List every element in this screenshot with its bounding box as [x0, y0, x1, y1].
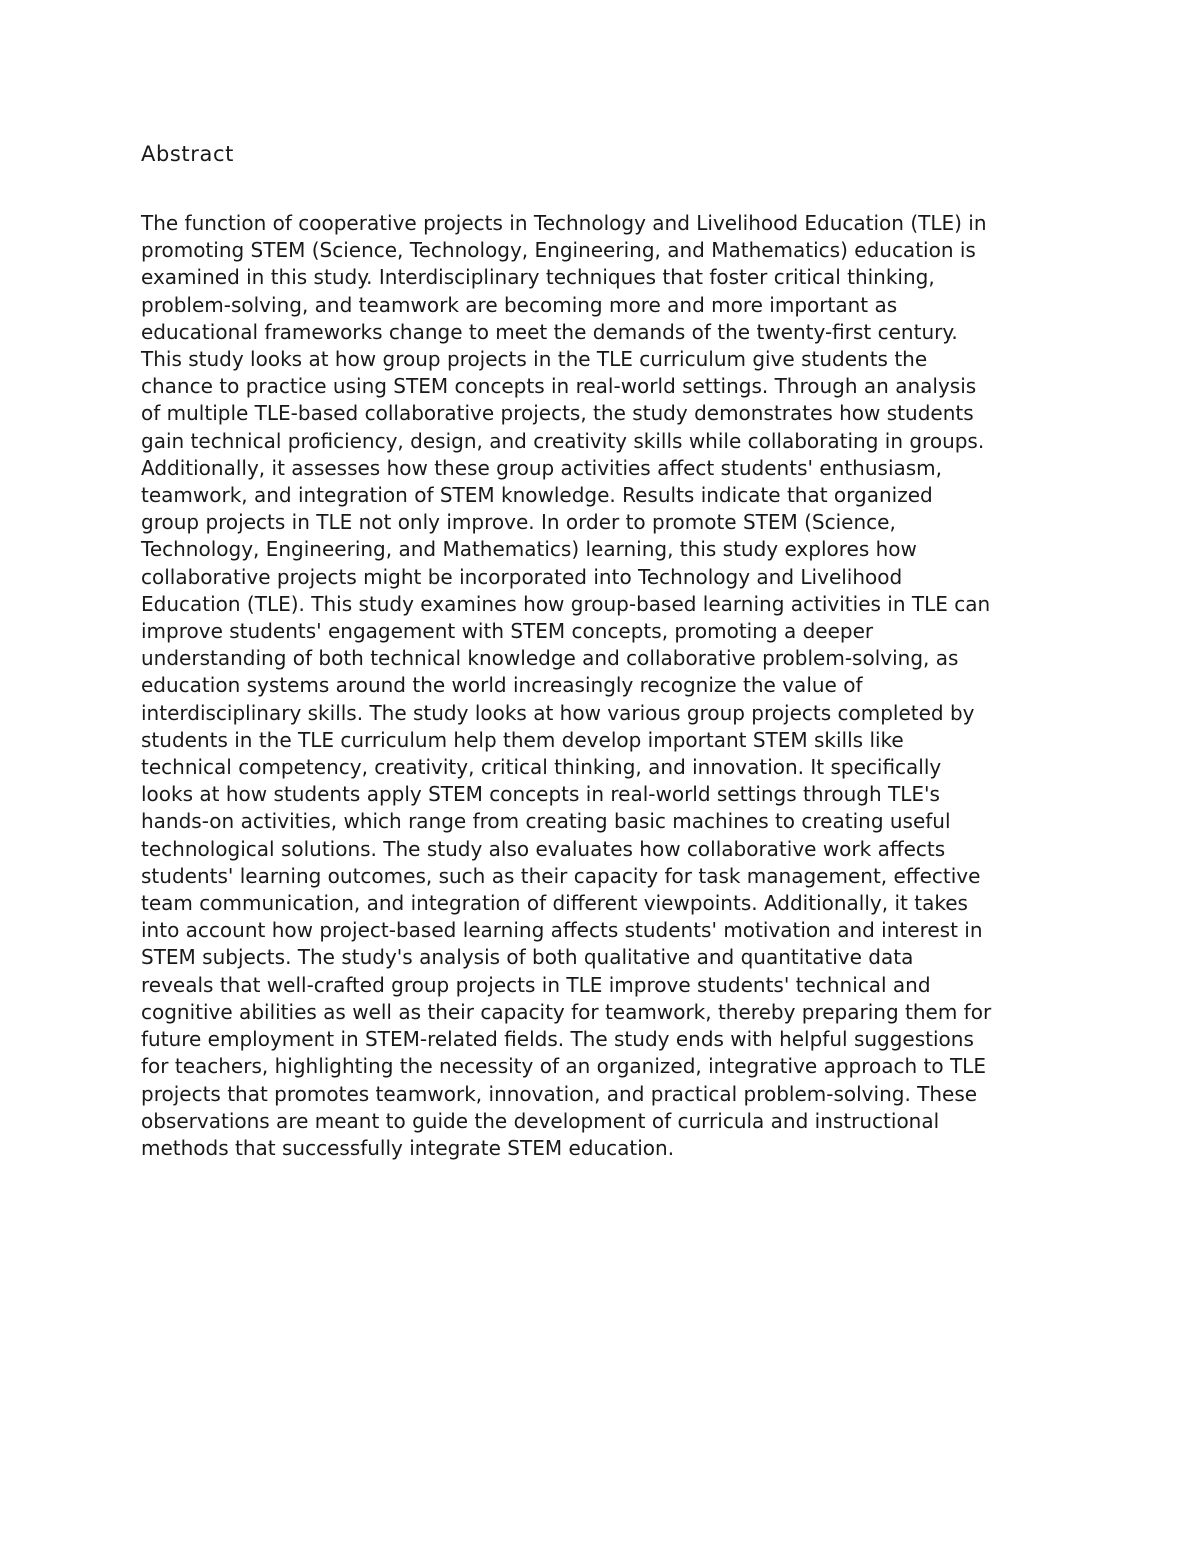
abstract-line: future employment in STEM-related fields. The study ends with helpful suggestions — [141, 1027, 974, 1052]
abstract-line: looks at how students apply STEM concepts in real-world settings through TLE's — [141, 782, 940, 807]
abstract-line: STEM subjects. The study's analysis of both qualitative and quantitative data — [141, 945, 914, 970]
abstract-line: Education (TLE). This study examines how group-based learning activities in TLE can — [141, 591, 991, 616]
abstract-line: for teachers, highlighting the necessity of an organized, integrative approach to TLE — [141, 1054, 986, 1079]
abstract-body — [141, 210, 1081, 1162]
abstract-line: projects that promotes teamwork, innovation, and practical problem-solving. These — [141, 1081, 978, 1106]
abstract-heading: Abstract — [141, 142, 234, 166]
abstract-line: technological solutions. The study also evaluates how collaborative work affects — [141, 836, 946, 861]
abstract-line: collaborative projects might be incorporated into Technology and Livelihood — [141, 564, 903, 589]
abstract-line: interdisciplinary skills. The study looks at how various group projects completed by — [141, 700, 975, 725]
abstract-line: This study looks at how group projects in the TLE curriculum give students the — [141, 347, 928, 372]
abstract-line: hands-on activities, which range from creating basic machines to creating useful — [141, 809, 951, 834]
abstract-line: students' learning outcomes, such as their capacity for task management, effective — [141, 863, 981, 888]
abstract-line: reveals that well-crafted group projects in TLE improve students' technical and — [141, 972, 931, 997]
abstract-line: into account how project-based learning affects students' motivation and interest in — [141, 918, 983, 943]
abstract-line: cognitive abilities as well as their capacity for teamwork, thereby preparing them for — [141, 999, 992, 1024]
abstract-line: chance to practice using STEM concepts in real-world settings. Through an analysis — [141, 374, 977, 399]
abstract-line: group projects in TLE not only improve. In order to promote STEM (Science, — [141, 510, 896, 535]
abstract-line: understanding of both technical knowledge and collaborative problem-solving, as — [141, 646, 959, 671]
abstract-line: educational frameworks change to meet the demands of the twenty-first century. — [141, 319, 958, 344]
abstract-line: methods that successfully integrate STEM education. — [141, 1135, 675, 1160]
abstract-line: gain technical proficiency, design, and creativity skills while collaborating in groups. — [141, 428, 985, 453]
abstract-line: Technology, Engineering, and Mathematics) learning, this study explores how — [141, 537, 917, 562]
abstract-line: students in the TLE curriculum help them develop important STEM skills like — [141, 727, 904, 752]
abstract-line: observations are meant to guide the development of curricula and instructional — [141, 1108, 940, 1133]
abstract-line: The function of cooperative projects in Technology and Livelihood Education (TLE) in — [141, 211, 987, 235]
abstract-line: problem-solving, and teamwork are becoming more and more important as — [141, 292, 898, 317]
abstract-line: of multiple TLE-based collaborative projects, the study demonstrates how students — [141, 401, 974, 426]
abstract-line: Additionally, it assesses how these group activities affect students' enthusiasm, — [141, 455, 943, 480]
abstract-line: education systems around the world increasingly recognize the value of — [141, 673, 863, 698]
abstract-line: team communication, and integration of different viewpoints. Additionally, it takes — [141, 891, 968, 916]
abstract-line: promoting STEM (Science, Technology, Engineering, and Mathematics) education is — [141, 238, 976, 263]
abstract-line: examined in this study. Interdisciplinary techniques that foster critical thinking, — [141, 265, 935, 290]
abstract-line: improve students' engagement with STEM concepts, promoting a deeper — [141, 619, 874, 644]
abstract-line: technical competency, creativity, critical thinking, and innovation. It specifically — [141, 755, 942, 780]
abstract-line: teamwork, and integration of STEM knowledge. Results indicate that organized — [141, 483, 933, 508]
